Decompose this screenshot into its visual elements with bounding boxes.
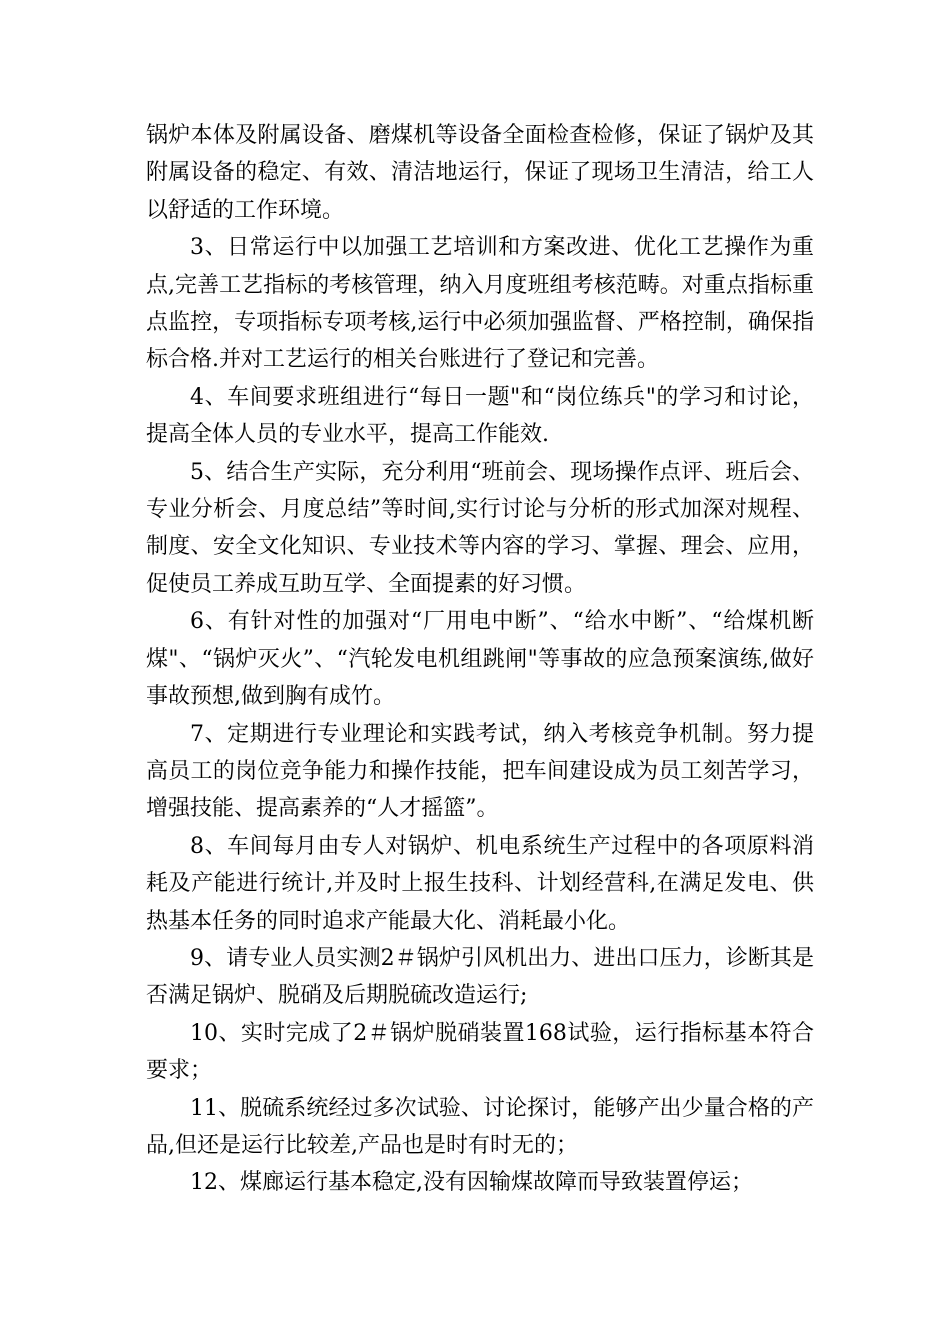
paragraph-4: 5、结合生产实际，充分利用“班前会、现场操作点评、班后会、专业分析会、月度总结”等时间,实行讨论与分析的形式加深对规程、制度、安全文化知识、专业技术等内容的学习、掌握、理会、应用，促使员工养成互助互学、全面提素的好习惯。 [146,459,814,597]
paragraph-6: 7、定期进行专业理论和实践考试，纳入考核竞争机制。努力提高员工的岗位竞争能力和操作技能，把车间建设成为员工刻苦学习，增强技能、提高素养的“人才摇篮”。 [146,721,814,822]
paragraph-10: 11、脱硫系统经过多次试验、讨论探讨，能够产出少量合格的产品,但还是运行比较差,产品也是时有时无的； [146,1095,814,1158]
paragraph-9: 10、实时完成了2＃锅炉脱硝装置168试验，运行指标基本符合要求； [146,1020,814,1084]
paragraph-11: 12、煤廊运行基本稳定,没有因输煤故障而导致装置停运； [190,1170,753,1196]
paragraph-8: 9、请专业人员实测2＃锅炉引风机出力、进出口压力，诊断其是否满足锅炉、脱硝及后期脱硫改造运行; [146,945,814,1009]
paragraph-5: 6、有针对性的加强对“厂用电中断”、“给水中断”、“给煤机断煤"、“锅炉灭火”、“汽轮发电机组跳闸"等事故的应急预案演练,做好事故预想,做到胸有成竹。 [146,609,814,710]
document-body [146,117,814,1202]
paragraph-3: 4、车间要求班组进行“每日一题"和“岗位练兵"的学习和讨论，提高全体人员的专业水平，提高工作能效. [146,384,814,448]
paragraph-1: 锅炉本体及附属设备、磨煤机等设备全面检查检修，保证了锅炉及其附属设备的稳定、有效、清洁地运行，保证了现场卫生清洁，给工人以舒适的工作环境。 [146,123,814,223]
paragraph-7: 8、车间每月由专人对锅炉、机电系统生产过程中的各项原料消耗及产能进行统计,并及时上报生技科、计划经营科,在满足发电、供热基本任务的同时追求产能最大化、消耗最小化。 [146,833,814,934]
paragraph-2: 3、日常运行中以加强工艺培训和方案改进、优化工艺操作为重点,完善工艺指标的考核管理，纳入月度班组考核范畴。对重点指标重点监控，专项指标专项考核,运行中必须加强监督、严格控制，确保指标合格.并对工艺运行的相关台账进行了登记和完善。 [146,235,814,373]
